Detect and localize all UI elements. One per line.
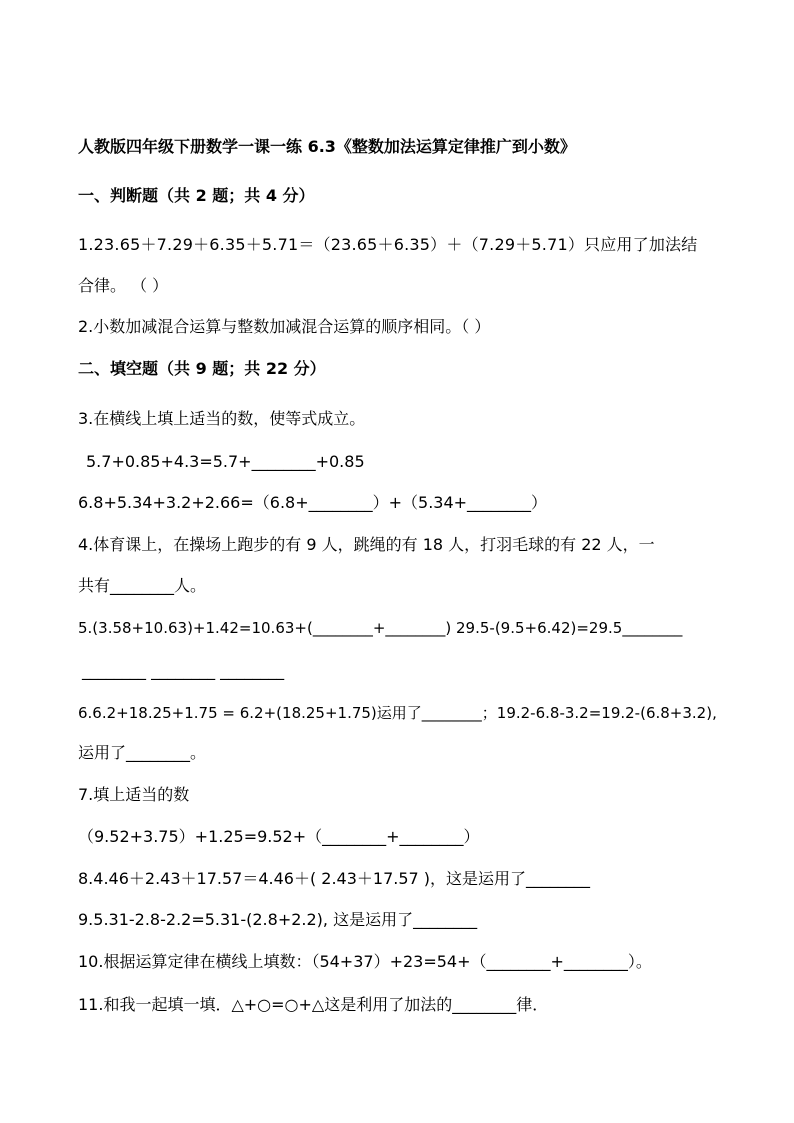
question-1-line-1: 1.23.65＋7.29＋6.35＋5.71＝（23.65＋6.35）＋（7.29＋5.71）只应用了加法结 [78, 235, 698, 254]
question-10: 10.根据运算定律在横线上填数：（54+37）+23=54+（________+________）。 [78, 952, 652, 971]
question-3-equation-1: 5.7+0.85+4.3=5.7+________+0.85 [86, 452, 365, 471]
question-5-line-2: ________ ________ ________ [82, 661, 285, 680]
question-5-line-1: 5.(3.58+10.63)+1.42=10.63+(________+________) 29.5-(9.5+6.42)=29.5________ [78, 619, 683, 637]
question-2: 2.小数加减混合运算与整数加减混合运算的顺序相同。（ ） [78, 317, 491, 336]
question-9: 9.5.31-2.8-2.2=5.31-(2.8+2.2), 这是运用了________ [78, 910, 478, 929]
question-3-equation-2: 6.8+5.34+3.2+2.66=（6.8+________）+（5.34+________） [78, 493, 548, 512]
question-6-line-2: 运用了________。 [78, 743, 207, 762]
question-8: 8.4.46＋2.43＋17.57＝4.46＋( 2.43＋17.57 )，这是运用了________ [78, 869, 591, 888]
question-6-line-1: 6.6.2+18.25+1.75 = 6.2+(18.25+1.75)运用了________；19.2-6.8-3.2=19.2-(6.8+3.2), [78, 704, 717, 722]
question-7: 7.填上适当的数 [78, 785, 190, 804]
question-7-equation: （9.52+3.75）+1.25=9.52+（________+________） [78, 827, 480, 846]
question-4-line-2: 共有________人。 [78, 576, 207, 595]
section-heading-fill-in: 二、填空题（共 9 题；共 22 分） [78, 359, 326, 378]
question-1-line-2: 合律。 （ ） [78, 276, 169, 295]
question-11: 11.和我一起填一填．△+○=○+△这是利用了加法的________律． [78, 995, 549, 1014]
question-4-line-1: 4.体育课上，在操场上跑步的有 9 人，跳绳的有 18 人，打羽毛球的有 22 人，一 [78, 535, 655, 554]
section-heading-true-false: 一、判断题（共 2 题；共 4 分） [78, 186, 315, 205]
page-title: 人教版四年级下册数学一课一练 6.3《整数加法运算定律推广到小数》 [78, 137, 576, 156]
question-3: 3.在横线上填上适当的数，使等式成立。 [78, 409, 366, 428]
